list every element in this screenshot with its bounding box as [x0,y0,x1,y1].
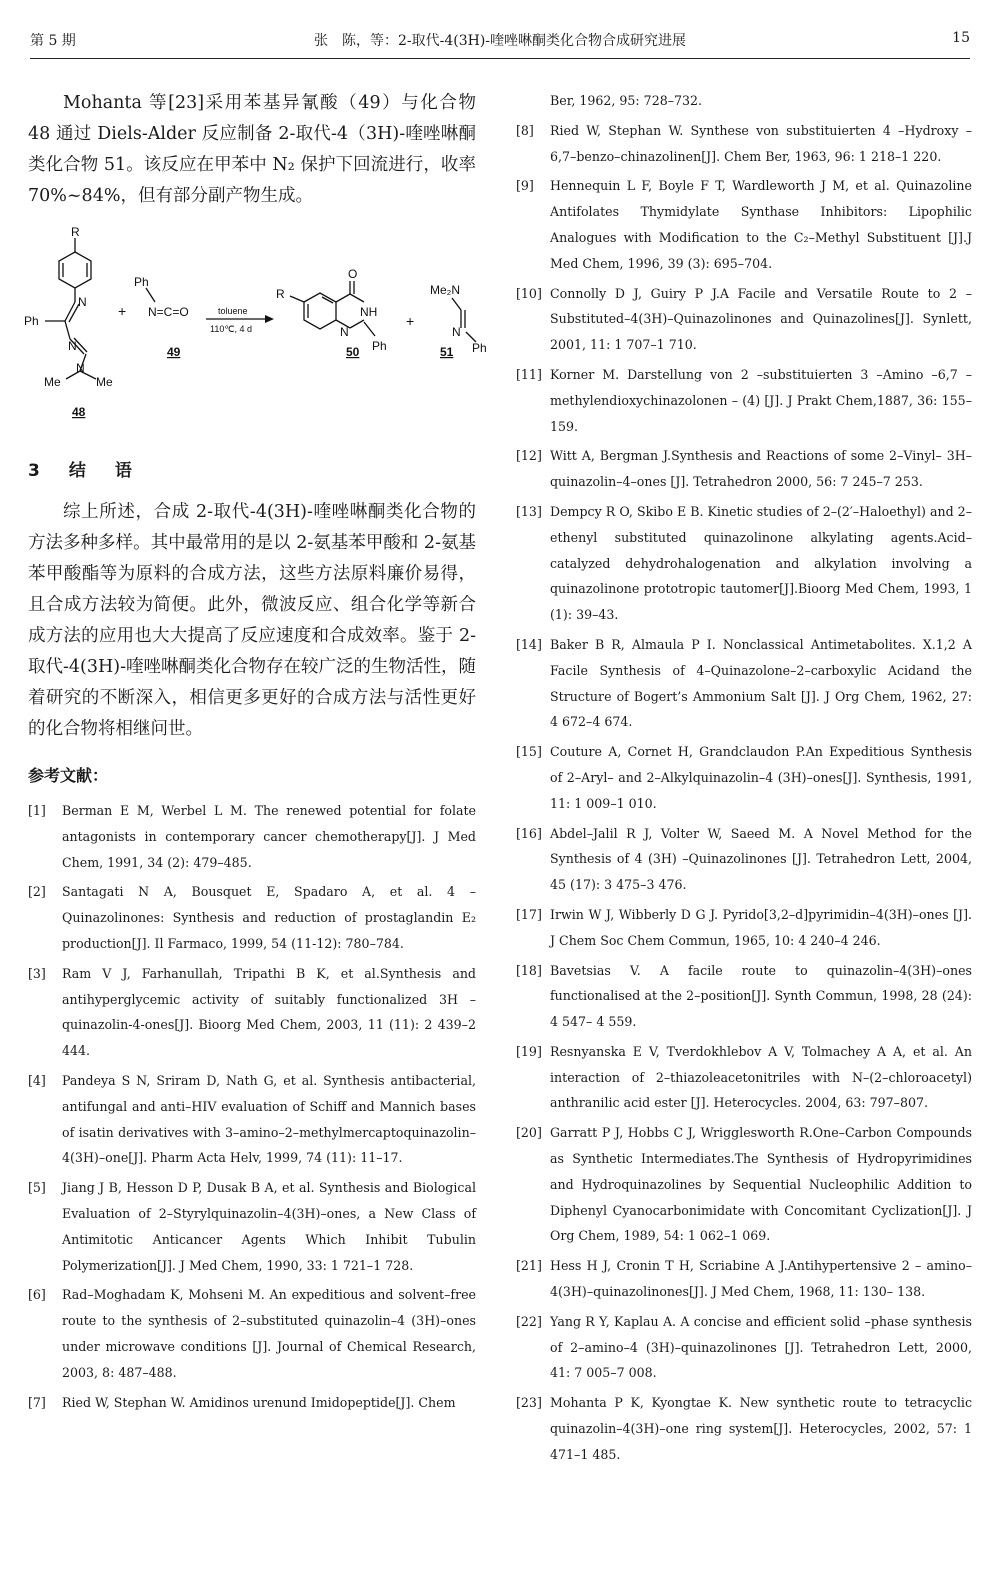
reference-item [516,118,972,170]
me-label-48a: Me [44,375,61,389]
ref-text: Baker B R, Almaula P I. Nonclassical Antimetabolites. X.1,2 A Facile Synthesis of 4–Quinazolone–2–carboxylic Acidand the Structure of Bogert’s Ammonium Salt [J]. J Org Chem, 1962, 27: 4 672–4 674. [550,636,972,730]
reference-item [28,879,476,956]
ref-number: [6] [28,1287,46,1303]
plus-1: + [118,303,127,319]
ref-text: Irwin W J, Wibberly D G J. Pyrido[3,2–d]pyrimidin–4(3H)–ones [J]. J Chem Soc Chem Commun, 1965, 10: 4 240–4 246. [550,906,972,948]
reference-item [516,443,972,495]
label-48: 48 [72,405,86,419]
ph-label-51: Ph [472,341,487,355]
reference-item [516,1120,972,1249]
ref-number: [2] [28,884,46,900]
n-label-48b: N [68,339,77,353]
me2n-label-51: Me₂N [430,283,460,297]
o-label-50: O [348,267,358,281]
ref-text: Ried W, Stephan W. Amidinos urenund Imidopeptide[J]. Chem [62,1394,456,1410]
n-label-48c: N [76,361,85,375]
reaction-scheme-svg [20,226,490,436]
reference-item [516,1253,972,1305]
ref-text: Abdel–Jalil R J, Volter W, Saeed M. A Novel Method for the Synthesis of 4 (3H) –Quinazolinones [J]. Tetrahedron Lett, 2004, 45 (17): 3 475–3 476. [550,825,972,893]
n-label-48a: N [78,295,87,309]
reference-item [516,632,972,735]
nh-label-50: NH [360,305,378,319]
issue-number: 第 5 期 [30,33,76,49]
reference-item [516,499,972,628]
reference-item [516,958,972,1035]
ref-text: Resnyanska E V, Tverdokhlebov A V, Tolmachey A A, et al. An interaction of 2–thiazoleacetonitriles with N–(2–chloroacetyl) anthranilic acid ester [J]. Heterocycles. 2004, 63: 797–807. [550,1043,972,1111]
ph-label-49: Ph [134,275,149,289]
ref-text: Dempcy R O, Skibo E B. Kinetic studies of 2–(2′–Haloethyl) and 2–ethenyl substituted quinazolinone alkylating agents.Acid–catalyzed dehydrohalogenation and alkylation involving a quinazolinone prototropic tautomer[J].Bioorg Med Chem, 1993, 1 (1): 39–43. [550,503,972,623]
ref-text: Couture A, Cornet H, Grandclaudon P.An Expeditious Synthesis of 2–Aryl– and 2–Alkylquinazolin–4 (3H)–ones[J]. Synthesis, 1991, 11: 1 009–1 010. [550,744,972,811]
conditions-label: 110℃, 4 d [210,324,252,334]
reference-item [516,88,972,114]
reference-item [28,1390,476,1416]
r-label-50: R [276,287,285,301]
label-49: 49 [167,345,181,359]
reference-item [516,1309,972,1386]
reaction-arrow [206,315,274,323]
reference-item [516,362,972,439]
reference-item [28,798,476,875]
compound-49-structure [146,288,155,302]
me-label-48b: Me [96,375,113,389]
ph-label-48: Ph [24,314,39,328]
references-heading: 参考文献： [28,766,109,785]
n-label-50: N [340,325,349,339]
label-51: 51 [440,345,454,359]
ref-number: [8] [516,122,534,138]
compound-48-structure [45,238,96,379]
ref-text: Connolly D J, Guiry P J.A Facile and Versatile Route to 2 – Substituted–4(3H)–Quinazolinones and Quinazolines[J]. Synlett, 2001, 11: 1 707–1 710. [550,285,972,353]
ref-text: Bavetsias V. A facile route to quinazolin–4(3H)–ones functionalised at the 2–position[J]. Synth Commun, 1998, 28 (24): 4 547– 4 559. [550,962,972,1030]
ref-text: Korner M. Darstellung von 2 –substituierten 3 –Amino –6,7 – methylendioxychinazolonen – (4) [J]. J Prakt Chem,1887, 36: 155–159. [550,366,972,434]
ref-text: Ried W, Stephan W. Synthese von substituierten 4 –Hydroxy – 6,7–benzo–chinazolinen[J]. Chem Ber, 1963, 96: 1 218–1 220. [550,122,972,164]
ref-number: [16] [516,825,542,841]
ref-number: [15] [516,744,542,760]
ref-number: [4] [28,1072,46,1088]
ref-number: [14] [516,636,542,652]
reference-item [28,1175,476,1278]
reference-list-left [28,798,476,1415]
ref-text: Ber, 1962, 95: 728–732. [550,93,703,108]
ref-text: Hess H J, Cronin T H, Scriabine A J.Antihypertensive 2 – amino– 4(3H)–quinazolinones[J]. J Med Chem, 1968, 11: 130– 138. [550,1258,972,1300]
label-50: 50 [346,345,360,359]
ref-number: [18] [516,962,542,978]
ref-number: [23] [516,1395,542,1411]
ph-label-50: Ph [372,339,387,353]
ref-text: Berman E M, Werbel L M. The renewed potential for folate antagonists in contemporary cancer chemotherapy[J]. J Med Chem, 1991, 34 (2): 479–485. [62,803,476,870]
ref-number: [22] [516,1313,542,1329]
right-column [516,88,972,1472]
ref-number: [10] [516,285,542,301]
ref-number: [3] [28,965,46,981]
reference-item [516,739,972,816]
reference-item [516,1039,972,1116]
running-header [30,30,970,56]
ref-number: [21] [516,1258,542,1274]
ref-text: Witt A, Bergman J.Synthesis and Reactions of some 2–Vinyl– 3H–quinazolin–4–ones [J]. Tetrahedron 2000, 56: 7 245–7 253. [550,448,972,490]
ref-text: Santagati N A, Bousquet E, Spadaro A, et al. 4 – Quinazolinones: Synthesis and reduction of prostaglandin E₂ production[J]. Il Farmaco, 1999, 54 (11-12): 780–784. [62,884,476,951]
ref-number: [17] [516,906,542,922]
ref-number: [5] [28,1180,46,1196]
reference-list-right [516,88,972,1468]
section-heading: 3 结 语 [28,461,138,481]
reference-item [516,173,972,276]
ref-number: [7] [28,1394,46,1410]
reaction-scheme [20,226,490,436]
ref-number: [13] [516,503,542,519]
left-column [24,88,487,1419]
ref-number: [20] [516,1125,542,1141]
plus-2: + [406,313,415,329]
reference-item [516,821,972,898]
ref-number: [9] [516,178,534,194]
reagent-label: toluene [218,306,248,316]
reference-item [28,1282,476,1385]
reference-item [516,1390,972,1467]
running-title: 张 陈，等：2-取代-4(3H)-喹唑啉酮类化合物合成研究进展 [313,33,687,49]
conclusion-paragraph: 综上所述，合成 2-取代-4(3H)-喹唑啉酮类化合物的方法多种多样。其中最常用的是以 2-氨基苯甲酸和 2-氨基苯甲酸酯等为原料的合成方法，这些方法原料廉价易得，且合成方法较为简便。此外，微波反应、组合化学等新合成方法的应用也大大提高了反应速度和合成效率。鉴于 2-取代-4(3H)-喹唑啉酮类化合物存在较广泛的生物活性，随着研究的不断深入，相信更多更好的合成方法与活性更好的化合物将相继问世。 [28,502,477,739]
page-number: 15 [952,30,970,46]
ref-text: Ram V J, Farhanullah, Tripathi B K, et al.Synthesis and antihyperglycemic activity of suitably functionalized 3H – quinazolin-4-ones[J]. Bioorg Med Chem, 2003, 11 (11): 2 439–2 444. [62,965,476,1059]
ref-text: Yang R Y, Kaplau A. A concise and efficient solid –phase synthesis of 2–amino–4 (3H)–quinazolinones [J]. Tetrahedron Lett, 2000, 41: 7 005–7 008. [550,1313,972,1381]
reference-item [516,281,972,358]
reference-item [516,902,972,954]
reference-item [28,961,476,1064]
ref-number: [12] [516,448,542,464]
n-label-51: N [452,325,461,339]
ref-text: Hennequin L F, Boyle F T, Wardleworth J M, et al. Quinazoline Antifolates Thymidylate Synthase Inhibitors: Lipophilic Analogues with Modification to the C₂–Methyl Substituent [J].J Med Chem, 1996, 39 (3): 695–704. [550,178,972,271]
ref-text: Mohanta P K, Kyongtae K. New synthetic route to tetracyclic quinazolin–4(3H)–one ring system[J]. Heterocycles, 2002, 57: 1 471–1 485. [550,1395,972,1462]
ref-text: Pandeya S N, Sriram D, Nath G, et al. Synthesis antibacterial, antifungal and anti–HIV evaluation of Schiff and Mannich bases of isatin derivatives with 3–amino–2–methylmercaptoquinazolin–4(3H)–one[J]. Pharm Acta Helv, 1999, 74 (11): 11–17. [62,1072,476,1166]
ref-text: Garratt P J, Hobbs C J, Wrigglesworth R.One–Carbon Compounds as Synthetic Intermediates.The Synthesis of Hydropyrimidines and Hydroquinazolines by Sequential Nucleophilic Addition to Diphenyl Cyanocarbonimidate with Concomitant Cyclization[J]. J Org Chem, 1989, 54: 1 062–1 069. [550,1125,972,1244]
ncO-label-49: N=C=O [148,305,189,319]
ref-text: Jiang J B, Hesson D P, Dusak B A, et al. Synthesis and Biological Evaluation of 2–Styrylquinazolin–4(3H)–ones, a New Class of Antimitotic Anticancer Agents Which Inhibit Tubulin Polymerization[J]. J Med Chem, 1990, 33: 1 721–1 728. [62,1180,476,1273]
ref-text: Rad–Moghadam K, Mohseni M. An expeditious and solvent–free route to the synthesis of 2–substituted quinazolin–4 (3H)–ones under microwave conditions [J]. Journal of Chemical Research, 2003, 8: 487–488. [62,1287,476,1380]
r-label-48: R [71,226,80,239]
ref-number: [11] [516,366,542,382]
reference-item [28,1068,476,1171]
header-rule [30,58,970,59]
ref-number: [19] [516,1043,542,1059]
ref-number: [1] [28,803,46,818]
intro-paragraph: Mohanta 等[23]采用苯基异氰酸（49）与化合物 48 通过 Diels-Alder 反应制备 2-取代-4（3H)-喹唑啉酮类化合物 51。该反应在甲苯中 N₂ 保护下回流进行，收率 70%~84%，但有部分副产物生成。 [28,93,476,206]
